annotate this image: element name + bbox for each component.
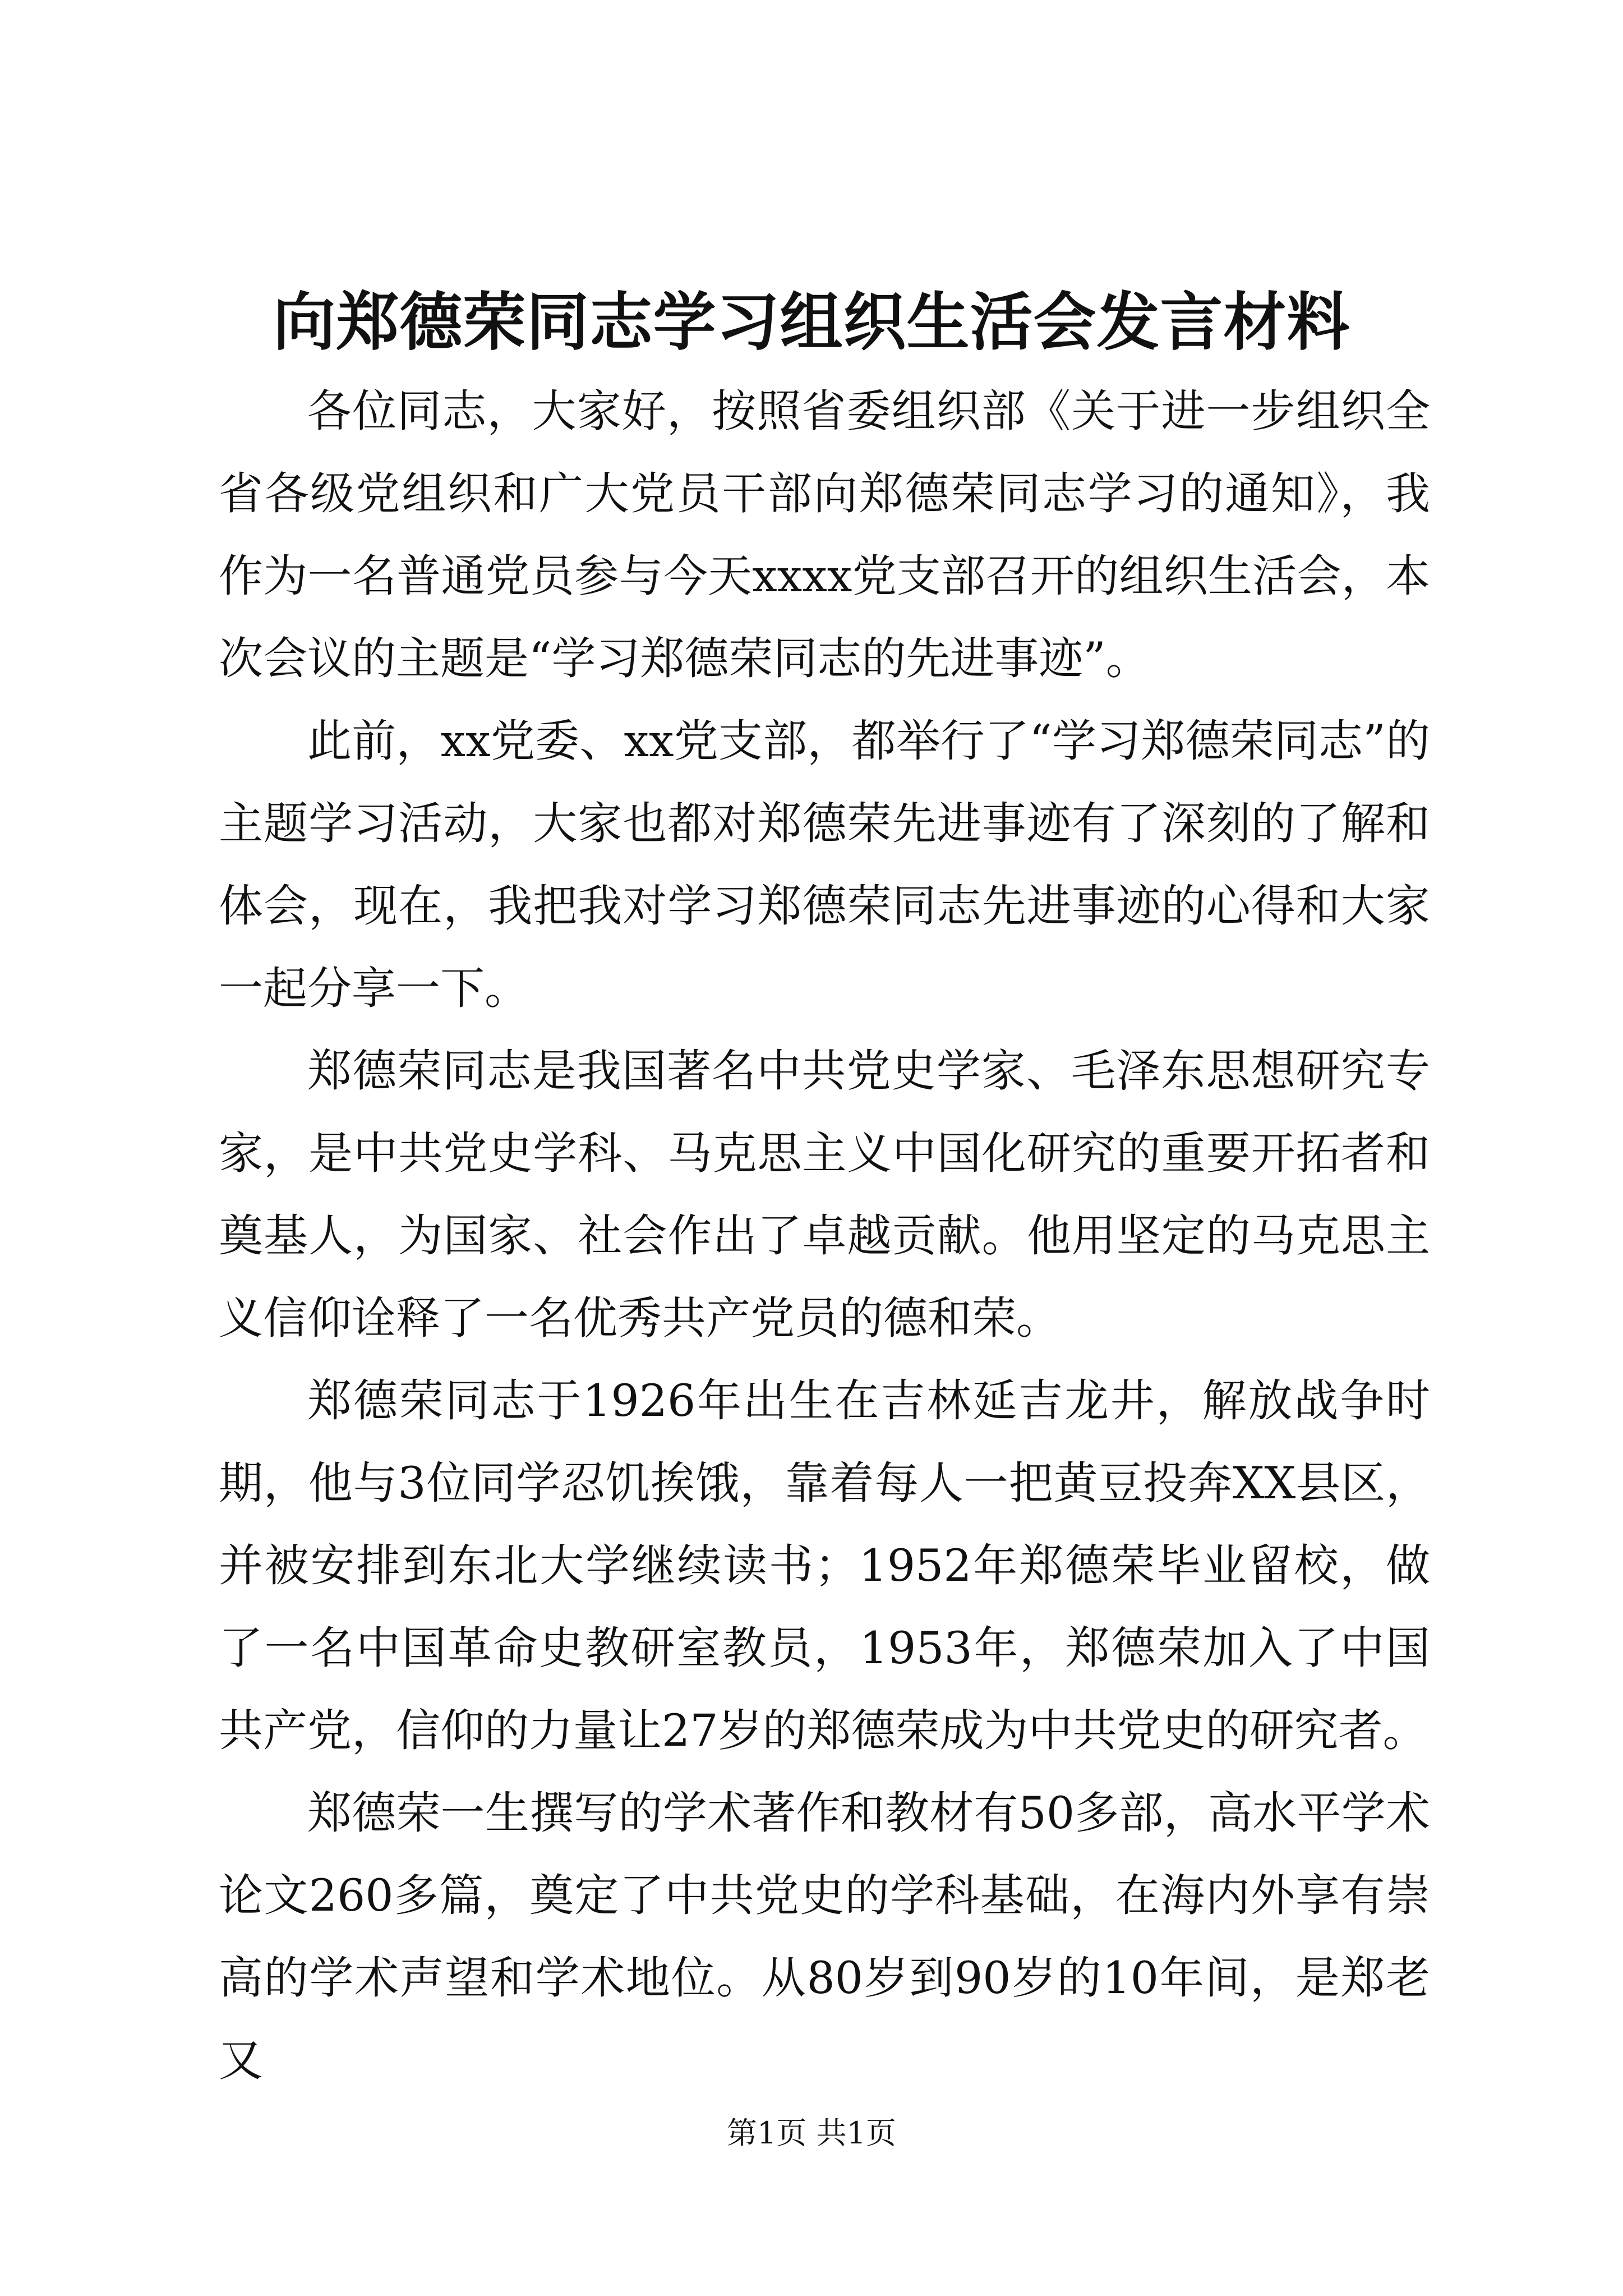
paragraph-4: 郑德荣同志于1926年出生在吉林延吉龙井，解放战争时期，他与3位同学忍饥挨饿，靠着每人一把黄豆投奔XX县区，并被安排到东北大学继续读书；1952年郑德荣毕业留校，做了一名中国革命史教研室教员，1953年，郑德荣加入了中国共产党，信仰的力量让27岁的郑德荣成为中共党史的研究者。 bbox=[219, 1375, 1430, 1756]
paragraph-5: 郑德荣一生撰写的学术著作和教材有50多部，高水平学术论文260多篇，奠定了中共党史的学科基础，在海内外享有崇高的学术声望和学术地位。从80岁到90岁的10年间，是郑老又 bbox=[219, 1787, 1430, 2086]
paragraph-3: 郑德荣同志是我国著名中共党史学家、毛泽东思想研究专家，是中共党史学科、马克思主义中国化研究的重要开拓者和奠基人，为国家、社会作出了卓越贡献。他用坚定的马克思主义信仰诠释了一名优秀共产党员的德和荣。 bbox=[219, 1045, 1430, 1344]
document-body bbox=[219, 370, 1430, 2102]
page-footer: 第1页 共1页 bbox=[727, 2115, 896, 2151]
paragraph-2: 此前，xx党委、xx党支部，都举行了“学习郑德荣同志”的主题学习活动，大家也都对郑德荣先进事迹有了深刻的了解和体会，现在，我把我对学习郑德荣同志先进事迹的心得和大家一起分享一下。 bbox=[219, 715, 1430, 1014]
document-title: 向郑德荣同志学习组织生活会发言材料 bbox=[273, 286, 1350, 359]
paragraph-1: 各位同志，大家好，按照省委组织部《关于进一步组织全省各级党组织和广大党员干部向郑德荣同志学习的通知》，我作为一名普通党员参与今天xxxx党支部召开的组织生活会，本次会议的主题是“学习郑德荣同志的先进事迹”。 bbox=[219, 385, 1430, 684]
